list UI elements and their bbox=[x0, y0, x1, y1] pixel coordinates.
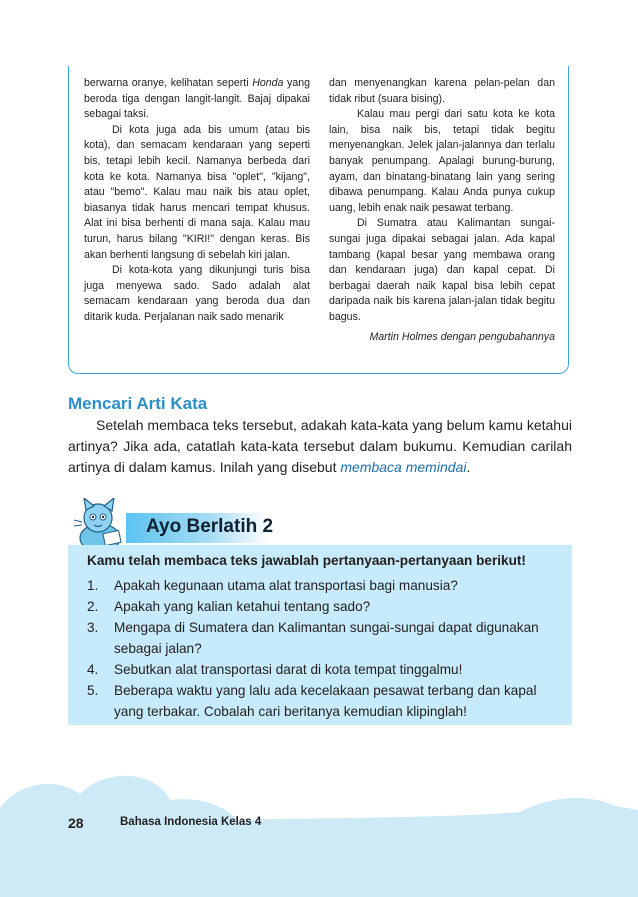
source-attribution: Martin Holmes dengan pengubahannya bbox=[369, 330, 555, 343]
reading-paragraph bbox=[84, 263, 310, 325]
reading-paragraph bbox=[329, 76, 555, 107]
reading-text: dan menyenangkan karena pelan-pelan dan tidak ribut (suara bising). bbox=[329, 77, 555, 105]
reading-paragraph bbox=[84, 123, 310, 263]
reading-paragraph bbox=[84, 76, 310, 123]
reading-term: Honda bbox=[252, 77, 284, 89]
reading-paragraph bbox=[329, 107, 555, 216]
question-item bbox=[87, 617, 563, 659]
question-number: 2. bbox=[87, 599, 99, 614]
reading-text: Di kota-kota yang dikunjungi turis bisa juga menyewa sado. Sado adalah alat semacam kendaraan yang beroda dua dan ditarik kuda. Perjalanan naik sado menarik bbox=[84, 264, 310, 323]
question-text: Mengapa di Sumatera dan Kalimantan sungai-sungai dapat digunakan sebagai jalan? bbox=[114, 620, 539, 656]
question-text: Apakah kegunaan utama alat transportasi bagi manusia? bbox=[114, 578, 458, 593]
question-item bbox=[87, 596, 563, 617]
question-number: 4. bbox=[87, 662, 99, 677]
reading-paragraph bbox=[329, 216, 555, 325]
question-item bbox=[87, 575, 563, 596]
question-item bbox=[87, 680, 563, 722]
reading-column-right bbox=[329, 76, 555, 345]
question-number: 1. bbox=[87, 578, 99, 593]
exercise-title: Ayo Berlatih 2 bbox=[146, 516, 274, 537]
exercise-intro: Kamu telah membaca teks jawablah pertanyaan-pertanyaan berikut! bbox=[87, 553, 526, 568]
reading-passage-box bbox=[68, 66, 569, 374]
footer-cloud-decoration bbox=[0, 760, 638, 897]
section-body-term: membaca memindai bbox=[340, 459, 467, 475]
page-number: 28 bbox=[68, 815, 84, 831]
reading-text: berwarna oranye, kelihatan seperti bbox=[84, 77, 253, 89]
section-heading: Mencari Arti Kata bbox=[68, 394, 208, 413]
section-body bbox=[68, 415, 572, 478]
section-body-end: . bbox=[466, 459, 471, 475]
question-number: 5. bbox=[87, 683, 99, 698]
question-number: 3. bbox=[87, 620, 99, 635]
question-text: Beberapa waktu yang lalu ada kecelakaan pesawat terbang dan kapal yang terbakar. Cobalah cari beritanya kemudian klipinglah! bbox=[114, 683, 537, 719]
exercise-box bbox=[68, 545, 572, 725]
reading-text: yang beroda tiga dengan langit-langit. Bajaj dipakai sebagai taksi. bbox=[84, 77, 310, 121]
book-title: Bahasa Indonesia Kelas 4 bbox=[120, 816, 262, 828]
question-list bbox=[87, 575, 563, 722]
section-body-text: Setelah membaca teks tersebut, adakah kata-kata yang belum kamu ketahui artinya? Jika ada, catatlah kata-kata tersebut dalam bukumu. Kemudian carilah artinya di dalam kamus. Inilah yang disebut bbox=[68, 417, 572, 475]
reading-text: Di Sumatra atau Kalimantan sungai-sungai juga dipakai sebagai jalan. Ada kapal tambang (kapal besar yang membawa orang dan kendaraan juga) dan kapal cepat. Di berbagai daerah naik kapal bisa lebih cepat daripada naik bis karena jalan-jalan tidak begitu bagus. bbox=[329, 217, 555, 323]
reading-text: Kalau mau pergi dari satu kota ke kota lain, bisa naik bis, tetapi tidak begitu menyenangkan. Jelek jalan-jalannya dan terlalu banyak penumpang. Apalagi burung-burung, ayam, dan binatang-binatang lain yang sering dibawa penumpang. Kalau Anda punya cukup uang, lebih enak naik pesawat terbang. bbox=[329, 108, 555, 214]
question-text: Apakah yang kalian ketahui tentang sado? bbox=[114, 599, 371, 614]
reading-column-left bbox=[84, 76, 310, 326]
question-text: Sebutkan alat transportasi darat di kota tempat tinggalmu! bbox=[114, 662, 463, 677]
question-item bbox=[87, 659, 563, 680]
reading-text: Di kota juga ada bis umum (atau bis kota), dan semacam kendaraan yang seperti bis, tetapi lebih kecil. Namanya berbeda dari kota ke kota. Namanya bisa "oplet", "kijang", atau "bemo". Kalau mau naik bis atau oplet, biasanya tidak harus mencari tempat khusus. Alat ini bisa berhenti di mana saja. Kalau mau turun, harus bilang "KIRI!" dengan keras. Bis akan berhenti langsung di sebelah kiri jalan. bbox=[84, 123, 310, 261]
